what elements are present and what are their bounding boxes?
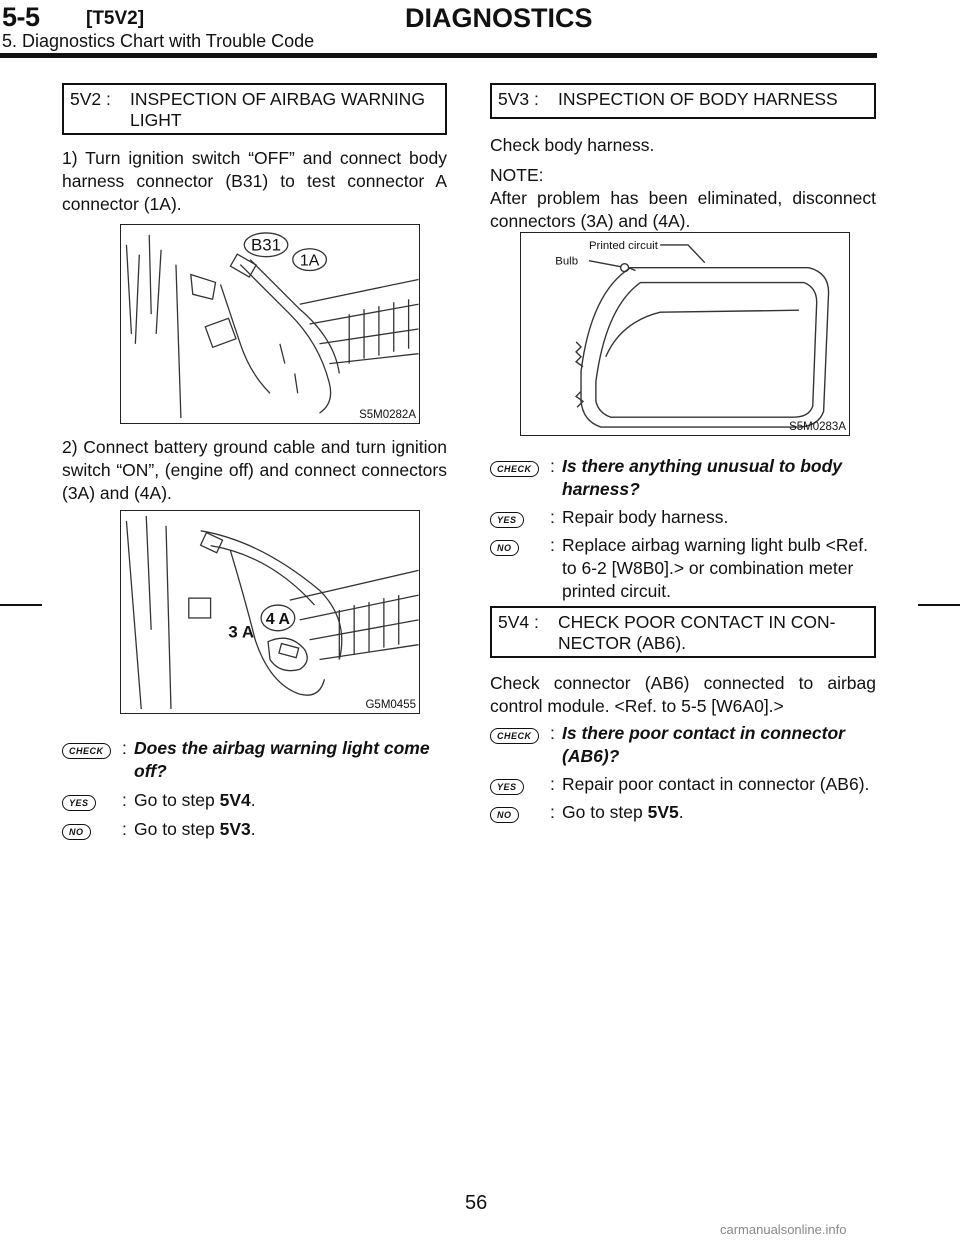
yes-action: Repair body harness. bbox=[562, 507, 729, 527]
figure-label-bulb: Bulb bbox=[555, 255, 579, 268]
footer-watermark[interactable]: carmanualsonline.info bbox=[720, 1222, 847, 1237]
figure-s5m0282a bbox=[120, 224, 420, 424]
no-row: NO : Go to step 5V5. bbox=[490, 801, 882, 824]
no-row: NO : Replace airbag warning light bulb <Ref. to 6-2 [W8B0].> or combination meter printed circuit. bbox=[490, 534, 882, 603]
note-label: NOTE: bbox=[490, 165, 544, 185]
intro-text-2: Check connector (AB6) connected to airbag control module. <Ref. to 5-5 [W6A0].> bbox=[490, 673, 876, 716]
section-box-title: INSPECTION OF BODY HARNESS bbox=[558, 89, 838, 109]
yes-action: Go to step 5V4. bbox=[134, 790, 256, 810]
figure-caption: G5M0455 bbox=[365, 699, 416, 711]
check-row: CHECK : Is there poor contact in connector (AB6)? bbox=[490, 722, 882, 768]
check-badge-icon: CHECK bbox=[62, 743, 111, 759]
page-number: 56 bbox=[465, 1192, 488, 1214]
yes-row: YES : Go to step 5V4. bbox=[62, 789, 452, 812]
check-badge-icon: CHECK bbox=[490, 461, 539, 477]
figure-s5m0283a-drawing bbox=[521, 233, 849, 435]
no-step-link[interactable]: 5V3 bbox=[219, 819, 251, 839]
check-badge-icon: CHECK bbox=[490, 728, 539, 744]
yes-action: Repair poor contact in connector (AB6). bbox=[562, 774, 870, 794]
check-row: CHECK : Does the airbag warning light come off? bbox=[62, 737, 452, 783]
step-1-text: 1) Turn ignition switch “OFF” and connect body harness connector (B31) to test connector A connector (1A). bbox=[62, 148, 447, 214]
figure-label-printed-circuit: Printed circuit bbox=[588, 239, 658, 252]
no-action: Go to step 5V3. bbox=[134, 819, 256, 839]
section-box-5v3 bbox=[490, 83, 876, 119]
no-badge-icon: NO bbox=[490, 807, 519, 823]
no-badge-icon: NO bbox=[62, 824, 91, 840]
section-box-number: 5V2 : bbox=[70, 89, 111, 109]
crop-mark-right bbox=[918, 604, 960, 606]
yes-badge-icon: YES bbox=[62, 795, 96, 811]
figure-s5m0282a-drawing bbox=[121, 225, 419, 423]
no-step-link[interactable]: 5V5 bbox=[647, 802, 679, 822]
figure-label-1a: 1A bbox=[299, 252, 320, 270]
section-box-title-line2: NECTOR (AB6). bbox=[558, 633, 687, 653]
intro-text: Check body harness. bbox=[490, 135, 655, 155]
step-2-text: 2) Connect battery ground cable and turn ignition switch “ON”, (engine off) and connect connectors (3A) and (4A). bbox=[62, 437, 447, 503]
check-block-5v4 bbox=[490, 722, 882, 824]
figure-caption: S5M0283A bbox=[789, 421, 846, 433]
no-action: Replace airbag warning light bulb <Ref. to 6-2 [W8B0].> or combination meter printed circuit. bbox=[562, 535, 868, 601]
page-title: DIAGNOSTICS bbox=[405, 3, 593, 33]
figure-caption: S5M0282A bbox=[359, 409, 416, 421]
no-action: Go to step 5V5. bbox=[562, 802, 684, 822]
section-box-title-line1: INSPECTION OF AIRBAG WARNING bbox=[130, 89, 425, 109]
section-code: [T5V2] bbox=[86, 8, 145, 29]
section-box-title-line2: LIGHT bbox=[130, 110, 182, 130]
figure-s5m0283a bbox=[520, 232, 850, 436]
figure-label-3a: 3 A bbox=[228, 622, 254, 642]
yes-step-link[interactable]: 5V4 bbox=[219, 790, 251, 810]
section-box-5v2 bbox=[62, 83, 447, 135]
section-number: 5-5 bbox=[2, 2, 40, 32]
page-subtitle: 5. Diagnostics Chart with Trouble Code bbox=[2, 31, 315, 51]
section-box-title-line1: CHECK POOR CONTACT IN CON- bbox=[558, 612, 836, 632]
figure-label-4a: 4 A bbox=[265, 610, 290, 628]
yes-badge-icon: YES bbox=[490, 512, 524, 528]
check-question: Is there poor contact in connector (AB6)? bbox=[562, 723, 845, 766]
yes-row: YES : Repair poor contact in connector (AB6). bbox=[490, 773, 882, 796]
no-badge-icon: NO bbox=[490, 540, 519, 556]
check-block-5v2 bbox=[62, 737, 452, 841]
note-text: After problem has been eliminated, disconnect connectors (3A) and (4A). bbox=[490, 188, 876, 231]
figure-label-b31: B31 bbox=[251, 235, 282, 255]
yes-row: YES : Repair body harness. bbox=[490, 506, 882, 529]
figure-g5m0455-drawing bbox=[121, 511, 419, 713]
check-row: CHECK : Is there anything unusual to body harness? bbox=[490, 455, 882, 501]
section-box-number: 5V4 : bbox=[498, 612, 539, 632]
section-box-5v4 bbox=[490, 606, 876, 658]
crop-mark-left bbox=[0, 604, 42, 606]
header-rule bbox=[0, 53, 877, 58]
figure-g5m0455 bbox=[120, 510, 420, 714]
check-block-5v3 bbox=[490, 455, 882, 603]
check-question: Does the airbag warning light come off? bbox=[134, 738, 430, 781]
yes-badge-icon: YES bbox=[490, 779, 524, 795]
no-row: NO : Go to step 5V3. bbox=[62, 818, 452, 841]
check-question: Is there anything unusual to body harness? bbox=[562, 456, 843, 499]
section-box-number: 5V3 : bbox=[498, 89, 539, 109]
